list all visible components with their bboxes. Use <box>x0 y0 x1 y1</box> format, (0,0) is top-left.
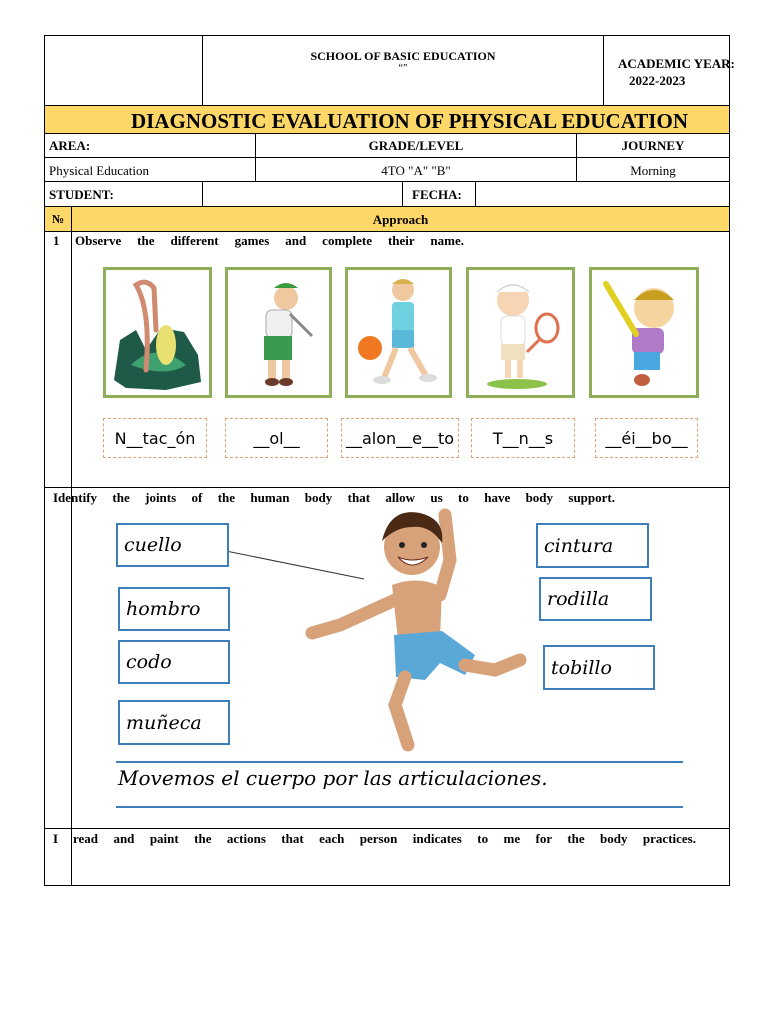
baseball-picture <box>589 267 699 398</box>
basketball-picture <box>345 267 452 398</box>
academic-year-value: 2022-2023 <box>629 73 686 88</box>
pointer-line <box>226 549 366 585</box>
journey-label: JOURNEY <box>621 138 685 153</box>
header-logo-cell <box>44 35 203 106</box>
body-left-border <box>44 231 45 886</box>
body-num-column-line <box>71 231 72 886</box>
academic-year-label: ACADEMIC YEAR: <box>618 56 735 71</box>
answer-box-basketball[interactable]: __alon__e__to <box>341 418 459 458</box>
swimming-picture <box>103 267 212 398</box>
q1-number: 1 <box>53 233 60 248</box>
row-divider-2 <box>44 828 730 829</box>
joints-caption: Movemos el cuerpo por las articulaciones. <box>118 766 548 790</box>
header-school-cell <box>202 35 604 106</box>
word-box-cuello[interactable]: cuello <box>116 523 229 567</box>
tennis-picture <box>466 267 575 398</box>
student-name-field[interactable] <box>202 181 403 207</box>
area-value: Physical Education <box>49 163 150 178</box>
journey-value: Morning <box>630 163 676 178</box>
word-box-tobillo[interactable]: tobillo <box>543 645 655 690</box>
num-header: № <box>51 212 65 226</box>
q2-instruction: Identify the joints of the human body that allow us to have body support. <box>53 490 615 505</box>
fecha-label-cell <box>402 181 476 207</box>
word-box-muneca[interactable]: muñeca <box>118 700 230 745</box>
num-header-cell <box>44 206 72 232</box>
grade-label: GRADE/LEVEL <box>368 138 464 153</box>
q1-instruction: Observe the different games and complete their name. <box>75 233 464 248</box>
golf-picture <box>225 267 332 398</box>
word-box-cintura[interactable]: cintura <box>536 523 649 568</box>
school-name: SCHOOL OF BASIC EDUCATION <box>310 49 496 63</box>
word-box-hombro[interactable]: hombro <box>118 587 230 631</box>
q3-number: I <box>53 831 59 846</box>
header-year-cell <box>603 35 735 106</box>
area-value-cell <box>44 157 256 182</box>
q3-instruction: read and paint the actions that each person indicates to me for the body practices. <box>73 831 696 846</box>
grade-label-cell <box>255 133 577 158</box>
body-right-border <box>729 231 730 886</box>
area-label-cell <box>44 133 256 158</box>
row-divider-1 <box>44 487 730 488</box>
answer-box-golf[interactable]: __ol__ <box>225 418 328 458</box>
approach-header-cell <box>71 206 730 232</box>
answer-box-swimming[interactable]: N__tac_ón <box>103 418 207 458</box>
word-box-rodilla[interactable]: rodilla <box>539 577 652 621</box>
approach-header: Approach <box>372 212 429 227</box>
answer-box-baseball[interactable]: __éi__bo__ <box>595 418 698 458</box>
journey-label-cell <box>576 133 730 158</box>
school-subtitle: “” <box>398 63 408 74</box>
student-label-cell <box>44 181 203 207</box>
caption-top-line <box>116 761 683 763</box>
answer-box-tennis[interactable]: T__n__s <box>471 418 575 458</box>
title-bar <box>44 105 730 134</box>
grade-value: 4TO "A" "B" <box>381 163 451 178</box>
fecha-field[interactable] <box>475 181 730 207</box>
boy-figure <box>300 505 550 760</box>
fecha-label: FECHA: <box>412 187 462 202</box>
caption-bottom-line <box>116 806 683 808</box>
grade-value-cell <box>255 157 577 182</box>
page-title: DIAGNOSTIC EVALUATION OF PHYSICAL EDUCATION <box>131 109 688 133</box>
area-label: AREA: <box>49 138 91 153</box>
body-bottom-border <box>44 885 730 886</box>
word-box-codo[interactable]: codo <box>118 640 230 684</box>
student-label: STUDENT: <box>49 187 114 202</box>
journey-value-cell <box>576 157 730 182</box>
